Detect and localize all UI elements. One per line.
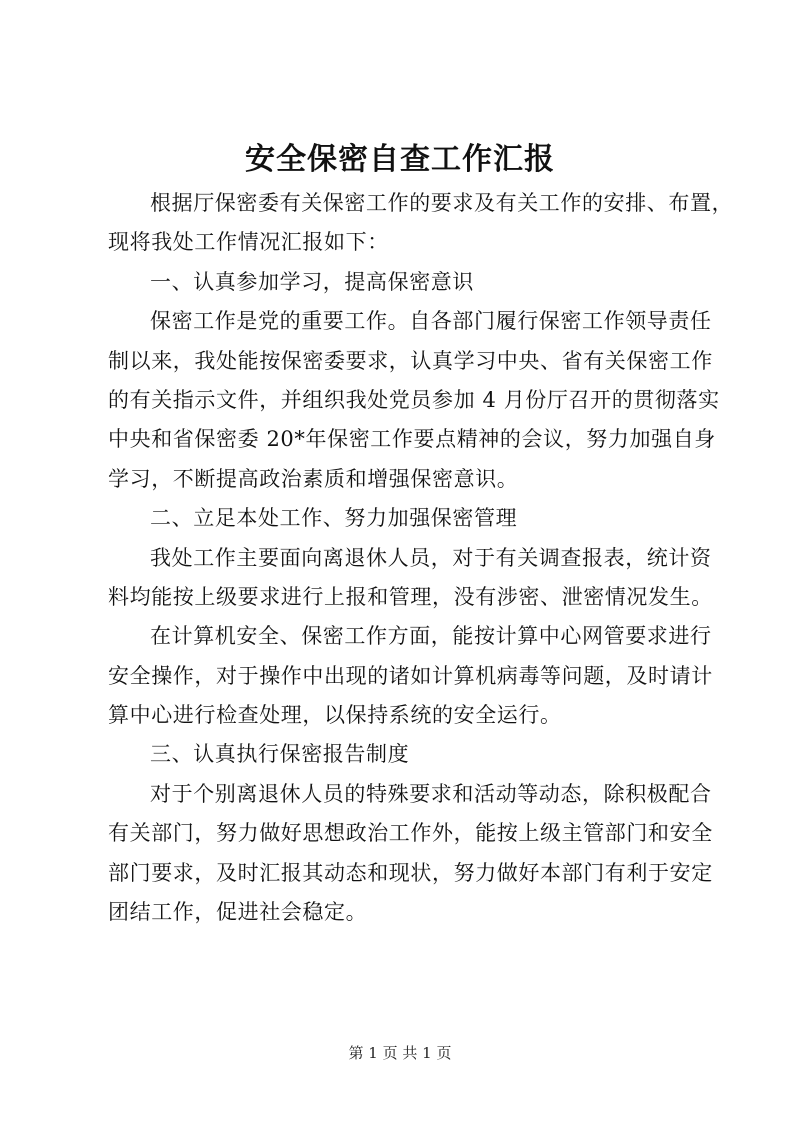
paragraph-line: 制以来，我处能按保密委要求，认真学习中央、省有关保密工作	[108, 348, 713, 373]
document-title: 安全保密自查工作汇报	[245, 142, 555, 177]
paragraph-line: 安全操作，对于操作中出现的诸如计算机病毒等问题，及时请计	[108, 663, 713, 688]
paragraph-line: 保密工作是党的重要工作。自各部门履行保密工作领导责任	[150, 309, 712, 334]
paragraph-line: 在计算机安全、保密工作方面，能按计算中心网管要求进行	[150, 624, 712, 649]
paragraph-line: 对于个别离退休人员的特殊要求和活动等动态，除积极配合	[150, 781, 712, 806]
paragraph-line: 我处工作主要面向离退休人员，对于有关调查报表，统计资	[150, 545, 712, 570]
paragraph-line: 现将我处工作情况汇报如下：	[108, 230, 389, 255]
page-number-footer: 第 1 页 共 1 页	[348, 1044, 452, 1062]
paragraph-line: 有关部门，努力做好思想政治工作外，能按上级主管部门和安全	[108, 821, 713, 846]
document-body	[108, 184, 734, 932]
paragraph-line: 料均能按上级要求进行上报和管理，没有涉密、泄密情况发生。	[108, 584, 713, 609]
paragraph-line: 团结工作，促进社会稳定。	[108, 900, 368, 925]
paragraph-line: 学习，不断提高政治素质和增强保密意识。	[108, 466, 519, 491]
paragraph-line: 算中心进行检查处理，以保持系统的安全运行。	[108, 703, 562, 728]
section-heading: 一、认真参加学习，提高保密意识	[150, 269, 474, 294]
section-heading: 二、立足本处工作、努力加强保密管理	[150, 506, 518, 531]
section-heading: 三、认真执行保密报告制度	[150, 742, 410, 767]
paragraph-line: 部门要求，及时汇报其动态和现状，努力做好本部门有利于安定	[108, 860, 713, 885]
paragraph-line: 的有关指示文件，并组织我处党员参加 4 月份厅召开的贯彻落实	[108, 387, 720, 412]
paragraph-line: 中央和省保密委 20*年保密工作要点精神的会议，努力加强自身	[108, 427, 716, 452]
paragraph-line: 根据厅保密委有关保密工作的要求及有关工作的安排、布置，	[150, 191, 734, 215]
